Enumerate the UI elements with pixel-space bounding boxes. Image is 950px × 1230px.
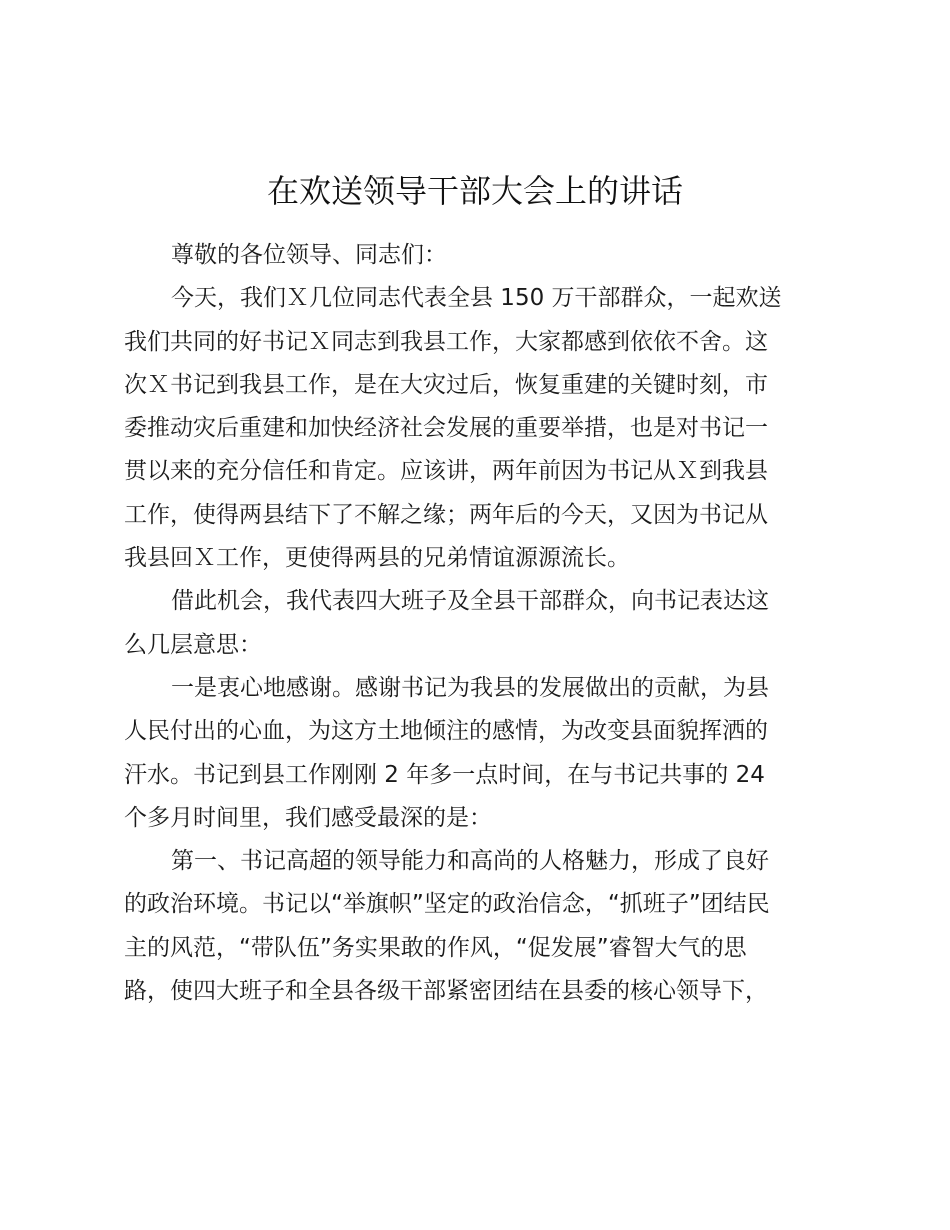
paragraph-1-line-3: 次Ｘ书记到我县工作，是在大灾过后，恢复重建的关键时刻，市 (124, 371, 768, 398)
paragraph-3-line-4: 个多月时间里，我们感受最深的是： (124, 804, 492, 831)
paragraph-4-line-4: 路，使四大班子和全县各级干部紧密团结在县委的核心领导下， (124, 978, 768, 1005)
paragraph-1-line-2: 我们共同的好书记Ｘ同志到我县工作，大家都感到依依不舍。这 (124, 328, 768, 355)
salutation-line: 尊敬的各位领导、同志们： (171, 242, 447, 268)
paragraph-1-line-5: 贯以来的充分信任和肯定。应该讲，两年前因为书记从Ｘ到我县 (124, 458, 768, 485)
paragraph-1-line-6: 工作，使得两县结下了不解之缘；两年后的今天，又因为书记从 (124, 501, 768, 528)
paragraph-4-line-2: 的政治环境。书记以“举旗帜”坚定的政治信念，“抓班子”团结民 (124, 891, 770, 918)
paragraph-2-line-1: 借此机会，我代表四大班子及全县干部群众，向书记表达这 (171, 588, 769, 615)
paragraph-1-line-4: 委推动灾后重建和加快经济社会发展的重要举措，也是对书记一 (124, 415, 768, 442)
paragraph-2-line-2: 么几层意思： (124, 631, 262, 658)
paragraph-4-line-1: 第一、书记高超的领导能力和高尚的人格魅力，形成了良好 (171, 848, 769, 875)
paragraph-3-line-1: 一是衷心地感谢。感谢书记为我县的发展做出的贡献，为县 (171, 674, 769, 701)
paragraph-4-line-3: 主的风范，“带队伍”务实果敢的作风，“促发展”睿智大气的思 (124, 934, 747, 961)
paragraph-3-line-2: 人民付出的心血，为这方土地倾注的感情，为改变县面貌挥洒的 (124, 718, 768, 745)
document-body (124, 234, 834, 1013)
paragraph-1-line-7: 我县回Ｘ工作，更使得两县的兄弟情谊源源流长。 (124, 545, 630, 572)
document-title: 在欢送领导干部大会上的讲话 (266, 172, 683, 210)
paragraph-1-line-1: 今天，我们Ｘ几位同志代表全县 150 万干部群众，一起欢送 (171, 285, 782, 312)
paragraph-3-line-3: 汗水。书记到县工作刚刚 2 年多一点时间，在与书记共事的 24 (124, 761, 765, 788)
